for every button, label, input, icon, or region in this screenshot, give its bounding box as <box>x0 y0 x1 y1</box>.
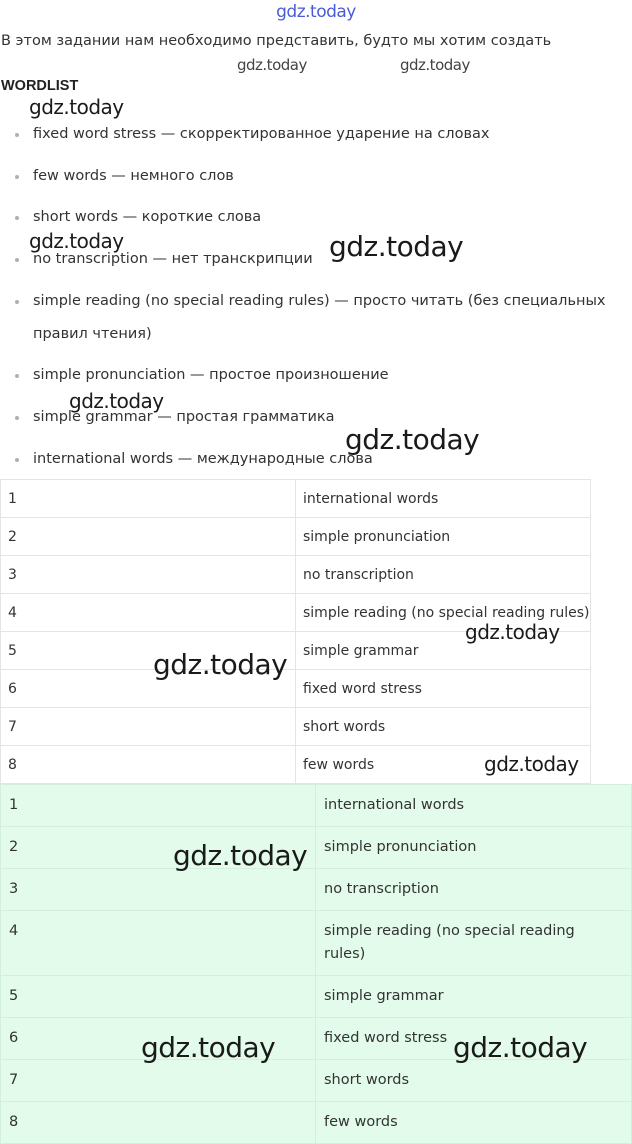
table-row <box>1 911 632 976</box>
table-cell-word: short words <box>296 708 591 746</box>
list-item <box>0 243 632 276</box>
table-cell-word: short words <box>316 1060 632 1102</box>
table-cell-number: 8 <box>1 1102 316 1144</box>
intro-text: В этом задании нам необходимо представить, будто мы хотим создать <box>1 33 552 49</box>
table-cell-number: 6 <box>1 1018 316 1060</box>
table-cell-number: 7 <box>1 708 296 746</box>
list-item <box>0 118 632 151</box>
table-cell-number: 5 <box>1 632 296 670</box>
matching-table <box>0 479 591 784</box>
watermark: gdz.today <box>345 423 480 456</box>
table-row <box>1 708 591 746</box>
watermark: gdz.today <box>29 95 124 119</box>
list-item <box>0 160 632 193</box>
list-item <box>0 201 632 234</box>
site-logo[interactable]: gdz.today <box>276 2 356 22</box>
list-item-text: simple pronunciation — простое произношение <box>33 367 389 384</box>
table-cell-word: no transcription <box>296 556 591 594</box>
bullet-icon <box>15 216 19 220</box>
table-cell-number: 4 <box>1 594 296 632</box>
watermark: gdz.today <box>237 56 307 74</box>
watermark: gdz.today <box>465 620 560 644</box>
watermark: gdz.today <box>173 839 308 872</box>
table-cell-word: simple reading (no special reading rules) <box>316 911 632 976</box>
table-row <box>1 785 632 827</box>
table-cell-word: simple pronunciation <box>316 827 632 869</box>
watermark: gdz.today <box>484 752 579 776</box>
wordlist-heading: WORDLIST <box>1 78 79 94</box>
table-cell-number: 7 <box>1 1060 316 1102</box>
list-item-text: few words — немного слов <box>33 167 234 184</box>
list-item <box>0 285 632 351</box>
table-cell-number: 1 <box>1 480 296 518</box>
table-cell-word: simple grammar <box>316 976 632 1018</box>
table-row <box>1 1018 632 1060</box>
bullet-icon <box>15 300 19 304</box>
table-cell-word: few words <box>296 746 591 784</box>
table-cell-word: simple grammar <box>296 632 591 670</box>
table-cell-number: 4 <box>1 911 316 976</box>
list-item-text: short words — короткие слова <box>33 209 262 226</box>
list-item-text: no transcription — нет транскрипции <box>33 251 313 268</box>
bullet-icon <box>15 416 19 420</box>
table-cell-number: 6 <box>1 670 296 708</box>
table-row <box>1 827 632 869</box>
table-row <box>1 480 591 518</box>
table-cell-number: 1 <box>1 785 316 827</box>
bullet-icon <box>15 374 19 378</box>
table-row <box>1 556 591 594</box>
table-cell-number: 8 <box>1 746 296 784</box>
table-row <box>1 869 632 911</box>
table-cell-word: no transcription <box>316 869 632 911</box>
table-cell-word: few words <box>316 1102 632 1144</box>
bullet-icon <box>15 175 19 179</box>
table-row <box>1 594 591 632</box>
watermark: gdz.today <box>153 648 288 681</box>
table-cell-number: 5 <box>1 976 316 1018</box>
list-item-text: simple grammar — простая грамматика <box>33 409 335 426</box>
list-item <box>0 443 632 476</box>
table-row <box>1 1102 632 1144</box>
watermark: gdz.today <box>329 230 464 263</box>
watermark: gdz.today <box>141 1031 276 1064</box>
watermark: gdz.today <box>453 1031 588 1064</box>
table-cell-word: international words <box>316 785 632 827</box>
watermark: gdz.today <box>400 56 470 74</box>
bullet-icon <box>15 458 19 462</box>
list-item <box>0 359 632 392</box>
table-cell-number: 2 <box>1 518 296 556</box>
table-cell-word: simple pronunciation <box>296 518 591 556</box>
table-cell-word: simple reading (no special reading rules) <box>296 594 591 632</box>
table-cell-word: fixed word stress <box>316 1018 632 1060</box>
table-row <box>1 976 632 1018</box>
table-row <box>1 1060 632 1102</box>
table-cell-number: 3 <box>1 556 296 594</box>
table-row <box>1 746 591 784</box>
bullet-icon <box>15 258 19 262</box>
table-row <box>1 518 591 556</box>
list-item-text: fixed word stress — скорректированное ударение на словах <box>33 126 490 142</box>
bullet-icon <box>15 133 19 137</box>
list-item-text: simple reading (no special reading rules) — просто читать (без специальных правил чтения) <box>33 292 606 342</box>
table-row <box>1 632 591 670</box>
list-item <box>0 401 632 434</box>
table-cell-word: fixed word stress <box>296 670 591 708</box>
table-cell-number: 2 <box>1 827 316 869</box>
wordlist <box>0 118 632 485</box>
table-cell-number: 3 <box>1 869 316 911</box>
watermark: gdz.today <box>29 229 124 253</box>
table-row <box>1 670 591 708</box>
list-item-text: international words — международные слова <box>33 450 373 467</box>
table-cell-word: international words <box>296 480 591 518</box>
watermark: gdz.today <box>69 389 164 413</box>
answer-table <box>0 784 632 1144</box>
